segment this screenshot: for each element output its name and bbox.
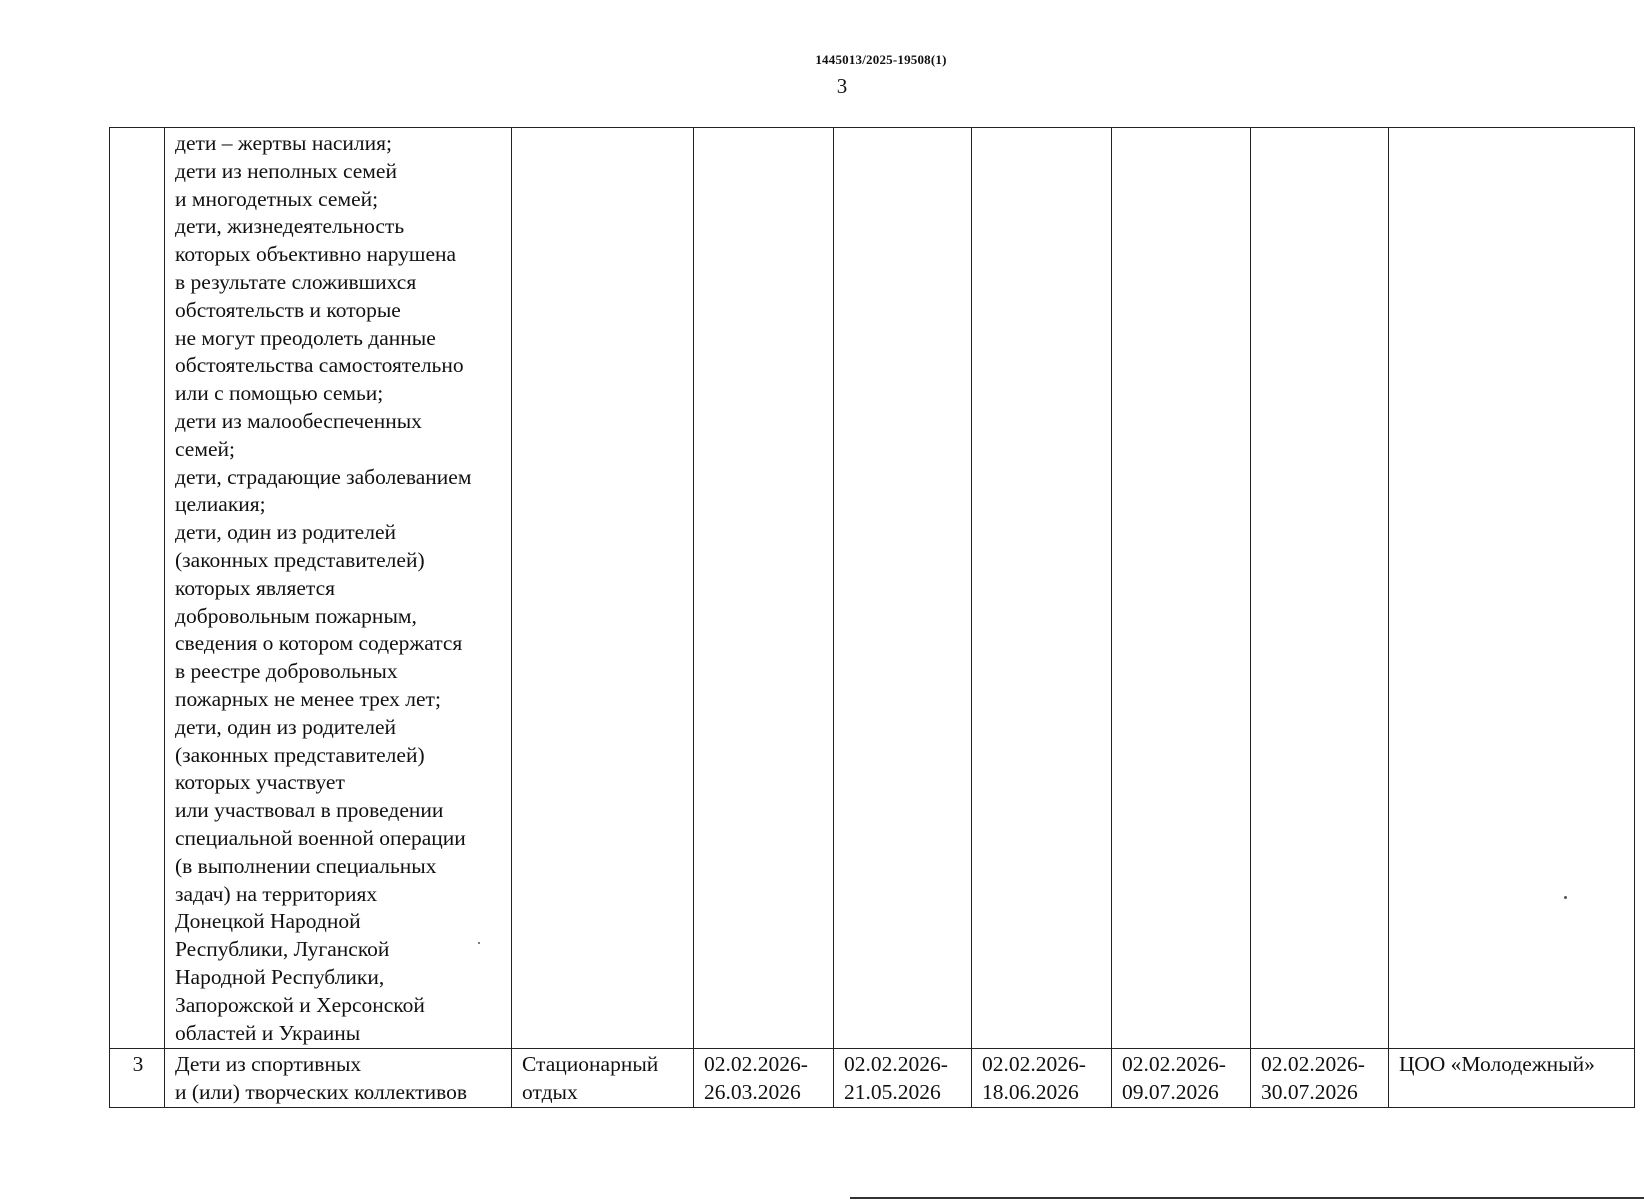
scan-speck (1564, 896, 1567, 899)
category-line: (законных представителей) (175, 547, 425, 572)
category-line: дети, один из родителей (175, 520, 397, 545)
period-end: 26.03.2026 (704, 1079, 801, 1104)
row-number-cell: 3 (110, 1049, 165, 1108)
category-line: которых является (175, 575, 336, 600)
period-cell-4 (1112, 1049, 1251, 1108)
period-cell-4 (1112, 128, 1251, 1049)
category-line: Дети из спортивных (175, 1052, 362, 1076)
category-line: дети из малообеспеченных (175, 408, 422, 433)
category-line: Республики, Луганской (175, 937, 390, 962)
period-cell-2 (834, 128, 972, 1049)
document-registration-number: 1445013/2025-19508(1) (815, 52, 947, 67)
page-number: 3 (836, 74, 848, 98)
organization-cell (1389, 128, 1635, 1049)
category-line: дети, один из родителей (175, 714, 397, 739)
period-start: 02.02.2026- (844, 1052, 948, 1076)
category-line: которых объективно нарушена (175, 242, 457, 267)
category-list (175, 130, 503, 1047)
category-line: специальной военной операции (175, 825, 466, 850)
scan-speck (478, 942, 480, 944)
rest-type-cell (512, 1049, 694, 1108)
category-line: обстоятельств и которые (175, 297, 401, 322)
category-line: обстоятельства самостоятельно (175, 353, 464, 378)
period-start: 02.02.2026- (1122, 1052, 1226, 1076)
category-line: или с помощью семьи; (175, 381, 384, 406)
period-end: 30.07.2026 (1261, 1079, 1358, 1104)
period-end: 21.05.2026 (844, 1079, 941, 1104)
table-row-3 (110, 1049, 1635, 1108)
category-line: целиакия; (175, 492, 266, 517)
category-line: Народной Республики, (175, 964, 385, 989)
category-line: дети – жертвы насилия; (175, 131, 393, 155)
row-number-cell (110, 128, 165, 1049)
category-line: в реестре добровольных (175, 659, 398, 684)
category-line: в результате сложившихся (175, 269, 417, 294)
category-line: дети, жизнедеятельность (175, 214, 405, 239)
period-cell-2 (834, 1049, 972, 1108)
organization-name: ЦОО «Молодежный» (1399, 1052, 1595, 1076)
category-line: дети, страдающие заболеванием (175, 464, 472, 489)
category-line: (в выполнении специальных (175, 853, 437, 878)
period-start: 02.02.2026- (982, 1052, 1086, 1076)
period-start: 02.02.2026- (1261, 1052, 1365, 1076)
category-line: областей и Украины (175, 1020, 361, 1045)
category-line: пожарных не менее трех лет; (175, 686, 441, 711)
rest-type-cell (512, 128, 694, 1049)
category-cell (165, 1049, 512, 1108)
category-line: которых участвует (175, 770, 345, 795)
category-line: и многодетных семей; (175, 186, 379, 211)
category-line: дети из неполных семей (175, 158, 397, 183)
period-cell-5 (1251, 128, 1389, 1049)
organization-cell (1389, 1049, 1635, 1108)
category-cell (165, 128, 512, 1049)
category-line: задач) на территориях (175, 881, 378, 906)
period-end: 09.07.2026 (1122, 1079, 1219, 1104)
rest-type-line: Стационарный (522, 1052, 659, 1076)
category-line: сведения о котором содержатся (175, 631, 463, 656)
category-line: Запорожской и Херсонской (175, 992, 425, 1017)
period-cell-3 (972, 1049, 1112, 1108)
period-cell-5 (1251, 1049, 1389, 1108)
category-schedule-table (109, 127, 1635, 1108)
category-line: не могут преодолеть данные (175, 325, 436, 350)
period-start: 02.02.2026- (704, 1052, 808, 1076)
rest-type-line: отдых (522, 1079, 578, 1104)
category-line: и (или) творческих коллективов (175, 1079, 467, 1104)
category-line: Донецкой Народной (175, 909, 361, 934)
category-line: (законных представителей) (175, 742, 425, 767)
category-line: или участвовал в проведении (175, 798, 444, 823)
period-end: 18.06.2026 (982, 1079, 1079, 1104)
table-row-continuation (110, 128, 1635, 1049)
category-line: семей; (175, 436, 235, 461)
period-cell-1 (694, 1049, 834, 1108)
period-cell-3 (972, 128, 1112, 1049)
category-line: добровольным пожарным, (175, 603, 417, 628)
scan-edge-line (850, 1197, 1644, 1199)
period-cell-1 (694, 128, 834, 1049)
